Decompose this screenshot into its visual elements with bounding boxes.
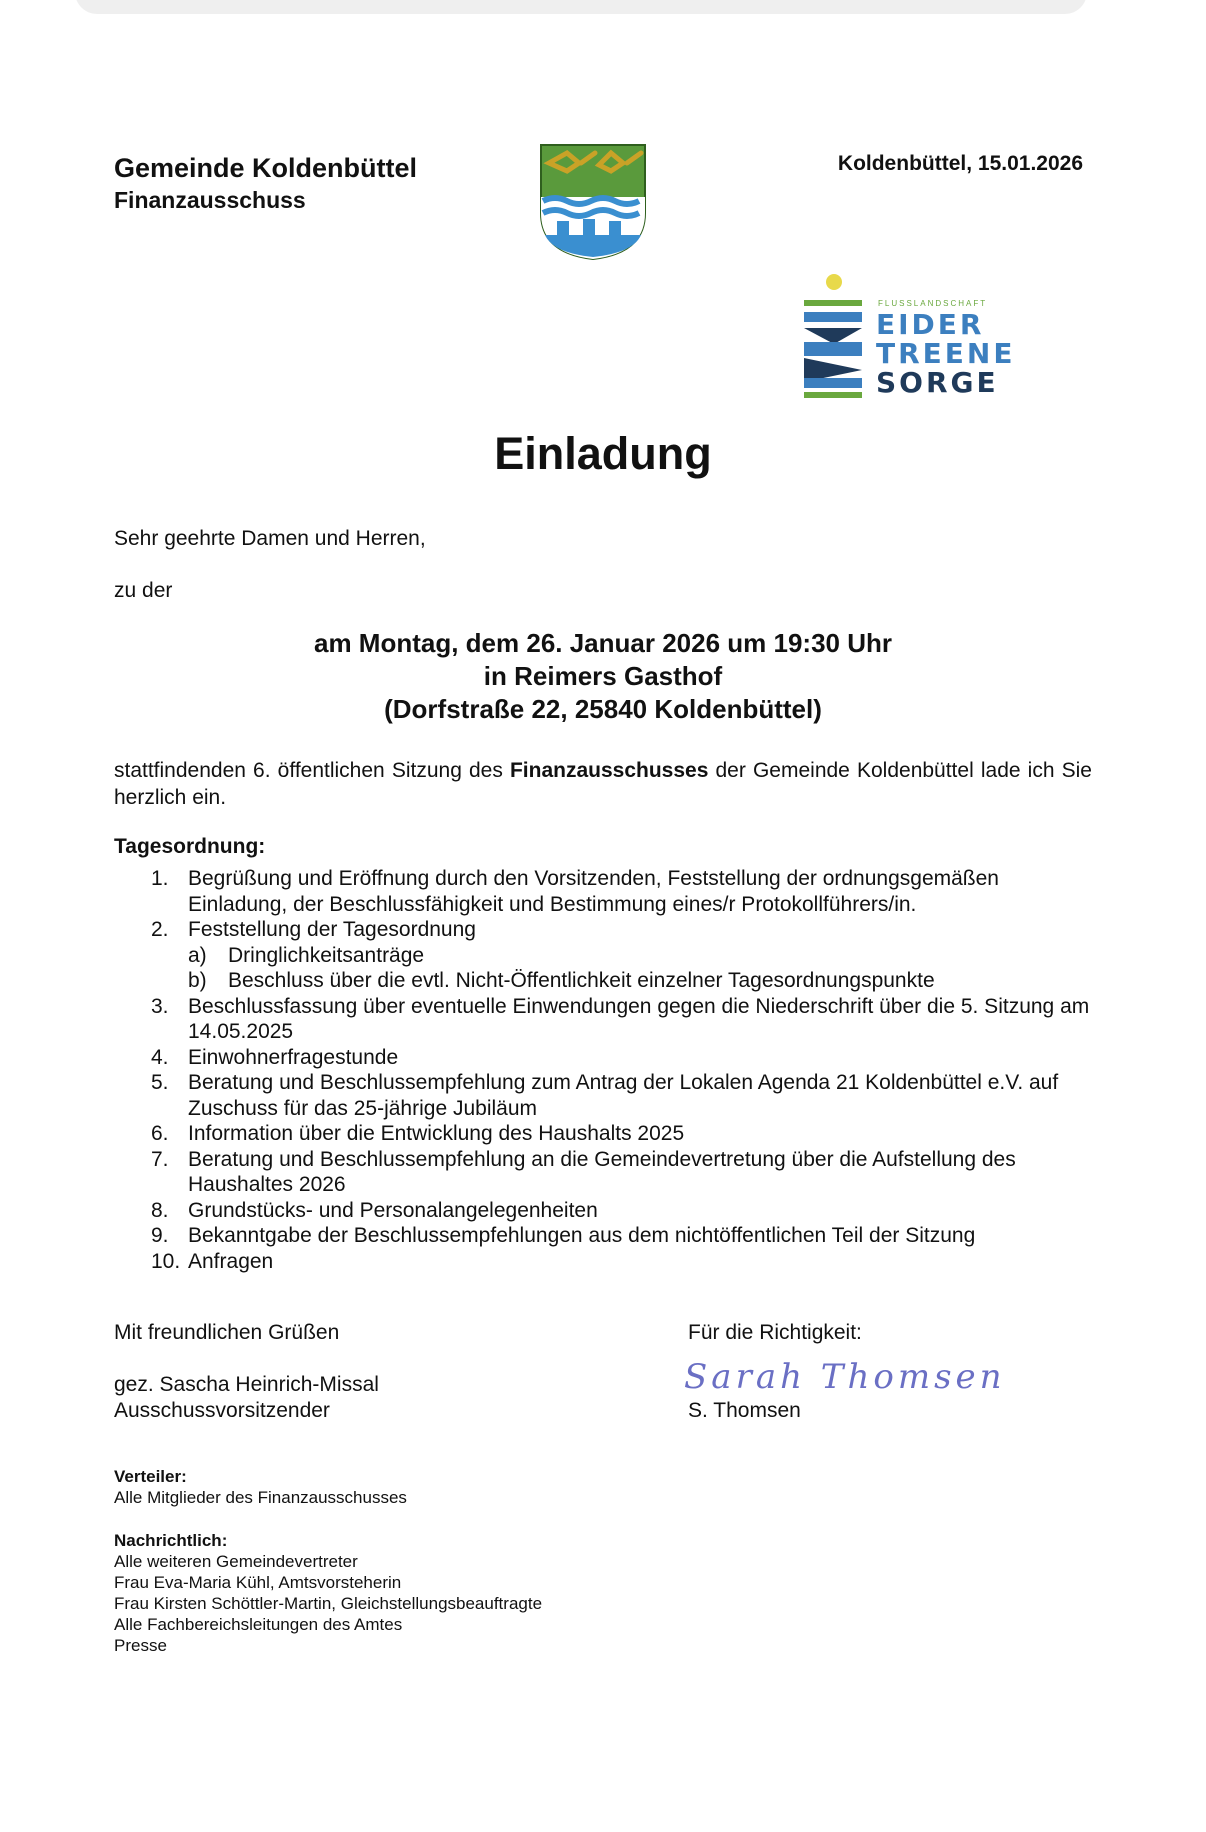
agenda-subitem-text: Dringlichkeitsanträge [228,943,425,967]
agenda-item [114,1147,1094,1198]
cc-item [114,1551,542,1656]
intro-text: zu der [114,579,173,602]
logo-line2: EIDER [876,308,985,341]
agenda-item [114,1070,1094,1121]
agenda-item-text: Beratung und Beschlussempfehlung an die Gemeindevertretung über die Aufstellung des Haushaltes 2026 [188,1147,1016,1196]
agenda-subitem-text: Beschluss über die evtl. Nicht-Öffentlichkeit einzelner Tagesordnungspunkte [228,969,935,992]
meeting-venue: in Reimers Gasthof [483,661,723,691]
agenda-subitem [188,943,1094,969]
eider-treene-sorge-logo [772,258,1044,428]
agenda-item-text: Grundstücks- und Personalangelegenheiten [188,1198,598,1222]
agenda-item [114,917,1094,994]
agenda-list [114,866,1094,1274]
handwritten-signature [680,1348,1040,1404]
logo-line3: TREENE [876,337,1016,370]
certified-label: Für die Richtigkeit: [688,1321,862,1344]
invitation-paragraph [114,757,1092,811]
agenda-subitem [188,968,1094,994]
agenda-item-text: Beratung und Beschlussempfehlung zum Antrag der Lokalen Agenda 21 Koldenbüttel e.V. auf Zuschuss für das 25-jährige Jubiläum [188,1071,1059,1120]
agenda-item-text: Einwohnerfragestunde [188,1045,399,1069]
agenda-item [114,994,1094,1045]
agenda-heading: Tagesordnung: [114,835,266,858]
agenda-item-number: 5. [151,1071,169,1094]
logo-line4: SORGE [876,366,999,399]
signature-text: Sarah Thomsen [684,1357,1006,1397]
municipality-name: Gemeinde Koldenbüttel [114,153,418,183]
cc-item: Frau Eva-Maria Kühl, Amtsvorsteherin [114,1573,402,1592]
invitation-after: der Gemeinde Koldenbüttel lade ich Sie herzlich ein. [114,759,1092,809]
distribution-heading: Verteiler: [114,1467,187,1486]
logo-line1: FLUSSLANDSCHAFT [878,299,988,308]
agenda-item-text: Feststellung der Tagesordnung [188,918,476,941]
committee-name: Finanzausschuss [114,187,306,213]
agenda-item-number: 8. [151,1198,169,1222]
agenda-item [114,1249,1094,1275]
coat-of-arms-icon [537,141,649,263]
invitation-before: stattfindenden 6. öffentlichen Sitzung des [114,759,510,782]
agenda-item-number: 1. [151,867,169,890]
agenda-item-number: 10. [151,1249,181,1273]
cc-item: Frau Kirsten Schöttler-Martin, Gleichstellungsbeauftragte [114,1594,543,1613]
agenda-item-number: 6. [151,1122,169,1145]
meeting-address: (Dorfstraße 22, 25840 Koldenbüttel) [384,694,822,724]
cc-item: Alle weiteren Gemeindevertreter [114,1552,358,1571]
cc-item: Alle Fachbereichsleitungen des Amtes [114,1615,403,1634]
agenda-item-number: 2. [151,918,169,941]
agenda-item [114,1223,1094,1249]
signer-role: Ausschussvorsitzender [114,1399,330,1422]
agenda-item [114,1121,1094,1147]
meeting-date-time: am Montag, dem 26. Januar 2026 um 19:30 Uhr [314,628,892,658]
agenda-item-text: Information über die Entwicklung des Haushalts 2025 [188,1122,685,1145]
certifier-name: S. Thomsen [688,1399,801,1422]
cc-item: Presse [114,1636,167,1655]
closing-greeting: Mit freundlichen Grüßen [114,1321,340,1344]
agenda-item [114,1198,1094,1224]
meeting-details [0,627,1206,726]
signer-name: gez. Sascha Heinrich-Missal [114,1373,379,1396]
agenda-item-number: 3. [151,994,169,1018]
agenda-item-text: Bekanntgabe der Beschlussempfehlungen aus dem nichtöffentlichen Teil der Sitzung [188,1224,976,1247]
document-title: Einladung [494,428,712,479]
place-date: Koldenbüttel, 15.01.2026 [837,152,1083,175]
agenda-item [114,1045,1094,1071]
distribution-item: Alle Mitglieder des Finanzausschusses [114,1488,407,1507]
agenda-item-text: Begrüßung und Eröffnung durch den Vorsitzenden, Feststellung der ordnungsgemäßen Einladung, der Beschlussfähigkeit und Bestimmung eines/r Protokollführers/in. [188,867,999,916]
agenda-item-number: 4. [151,1045,169,1069]
viewer-top-bar [75,0,1087,14]
agenda-subitem-label: b) [188,969,207,992]
salutation: Sehr geehrte Damen und Herren, [114,527,426,550]
invitation-committee: Finanzausschusses [509,759,709,782]
cc-heading: Nachrichtlich: [114,1531,228,1550]
agenda-item-text: Anfragen [188,1249,274,1273]
agenda-item-number: 9. [151,1224,169,1247]
agenda-item-text: Beschlussfassung über eventuelle Einwendungen gegen die Niederschrift über die 5. Sitzung am 14.05.2025 [188,994,1090,1043]
agenda-subitem-label: a) [188,943,207,967]
agenda-item [114,866,1094,917]
agenda-item-number: 7. [151,1147,169,1171]
